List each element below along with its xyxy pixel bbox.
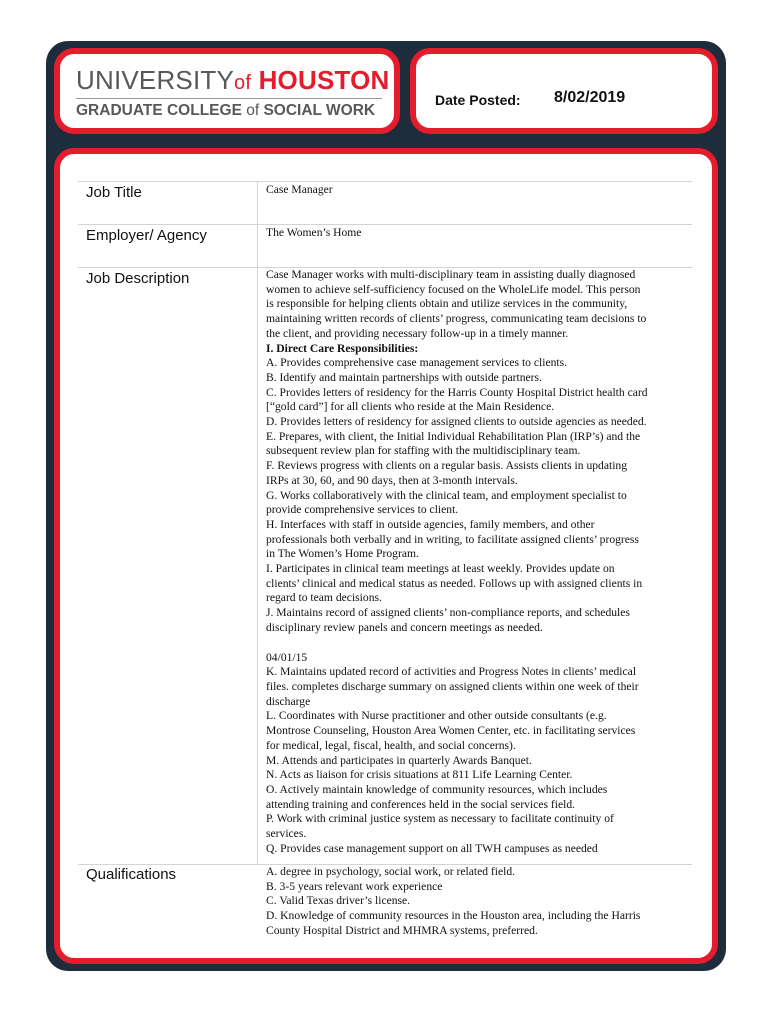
description-line: K. Maintains updated record of activities and Progress Notes in clients’ medical: [266, 665, 637, 679]
description-line: F. Reviews progress with clients on a regular basis. Assists clients in updating: [266, 459, 628, 473]
description-date: 04/01/15: [266, 650, 308, 664]
description-line: I. Participates in clinical team meetings at least weekly. Provides update on: [266, 562, 615, 576]
qualification-line: A. degree in psychology, social work, or related field.: [266, 865, 516, 878]
job-description-label: Job Description: [86, 270, 190, 287]
description-line: A. Provides comprehensive case management services to clients.: [266, 356, 568, 370]
description-line: files. completes discharge summary on assigned clients within one week of their: [266, 679, 639, 693]
description-line: services.: [266, 827, 307, 841]
description-line: Q. Provides case management support on all TWH campuses as needed: [266, 841, 598, 855]
description-line: O. Actively maintain knowledge of community resources, which includes: [266, 782, 608, 796]
logo-college-name: GRADUATE COLLEGE of SOCIAL WORK: [76, 102, 376, 119]
description-line: E. Prepares, with client, the Initial Individual Rehabilitation Plan (IRP’s) and the: [266, 429, 641, 443]
description-line: for medical, legal, fiscal, health, and social concerns).: [266, 738, 516, 752]
qualifications-text: [266, 865, 686, 939]
job-title-label: Job Title: [86, 184, 142, 201]
qualification-line: C. Valid Texas driver’s license.: [266, 894, 411, 908]
description-line: J. Maintains record of assigned clients’ non-compliance reports, and schedules: [266, 606, 630, 620]
description-line: G. Works collaboratively with the clinical team, and employment specialist to: [266, 488, 627, 502]
description-line: N. Acts as liaison for crisis situations at 811 Life Learning Center.: [266, 768, 573, 782]
description-line: [“gold card”] for all clients who reside at the Main Residence.: [266, 400, 555, 414]
qualifications-label: Qualifications: [86, 866, 177, 883]
description-line: professionals both verbally and in writing, to facilitate assigned clients’ progress: [266, 532, 639, 546]
description-spacer: [266, 636, 686, 651]
description-line: IRPs at 30, 60, and 90 days, then at 3-month intervals.: [266, 473, 518, 487]
employer-label: Employer/ Agency: [86, 227, 207, 244]
description-line: M. Attends and participates in quarterly Awards Banquet.: [266, 753, 532, 767]
description-line: clients’ clinical and medical status as needed. Follows up with assigned clients in: [266, 576, 643, 590]
description-line: B. Identify and maintain partnerships with outside partners.: [266, 370, 542, 384]
description-line: regard to team decisions.: [266, 591, 382, 605]
description-line: disciplinary review panels and concern meetings as needed.: [266, 620, 543, 634]
description-line: maintaining written records of clients’ progress, communicating team decisions to: [266, 312, 647, 326]
description-line: C. Provides letters of residency for the Harris County Hospital District health card: [266, 385, 648, 399]
description-line: P. Work with criminal justice system as necessary to facilitate continuity of: [266, 812, 614, 826]
description-heading: I. Direct Care Responsibilities:: [266, 341, 419, 355]
description-line: subsequent review plan for staffing with the multidisciplinary team.: [266, 444, 581, 458]
table-row-border: [78, 224, 692, 225]
job-title-value: Case Manager: [266, 183, 333, 196]
description-line: discharge: [266, 694, 311, 708]
logo-university-name: UNIVERSITYof HOUSTON: [76, 65, 390, 95]
table-column-border: [257, 267, 258, 864]
date-posted-label: Date Posted:: [435, 92, 521, 108]
date-posted-value: 8/02/2019: [554, 89, 626, 106]
description-line: attending training and conferences held in the social services field.: [266, 797, 576, 811]
description-line: H. Interfaces with staff in outside agencies, family members, and other: [266, 517, 595, 531]
description-line: women to achieve self-sufficiency focused on the WholeLife model. This person: [266, 282, 641, 296]
description-line: D. Provides letters of residency for assigned clients to outside agencies as needed.: [266, 415, 647, 429]
date-posted-box: [410, 48, 718, 134]
description-line: provide comprehensive services to client.: [266, 503, 459, 517]
qualification-line: D. Knowledge of community resources in the Houston area, including the Harris: [266, 909, 641, 923]
logo-divider: [76, 98, 382, 99]
description-line: the client, and providing necessary follow-up in a timely manner.: [266, 326, 569, 340]
description-line: in The Women’s Home Program.: [266, 547, 419, 561]
table-row-border: [78, 181, 692, 182]
university-logo: [54, 48, 400, 134]
employer-value: The Women’s Home: [266, 226, 362, 239]
job-description-text: [266, 268, 686, 856]
description-line: L. Coordinates with Nurse practitioner and other outside consultants (e.g.: [266, 709, 607, 723]
description-line: Case Manager works with multi-disciplinary team in assisting dually diagnosed: [266, 268, 636, 281]
qualification-line: B. 3-5 years relevant work experience: [266, 879, 443, 893]
qualification-line: County Hospital District and MHMRA systems, preferred.: [266, 923, 538, 937]
table-column-border: [257, 181, 258, 224]
description-line: is responsible for helping clients obtain and utilize services in the community,: [266, 297, 628, 311]
description-line: Montrose Counseling, Houston Area Women Center, etc. in facilitating services: [266, 724, 636, 738]
table-column-border: [257, 224, 258, 267]
